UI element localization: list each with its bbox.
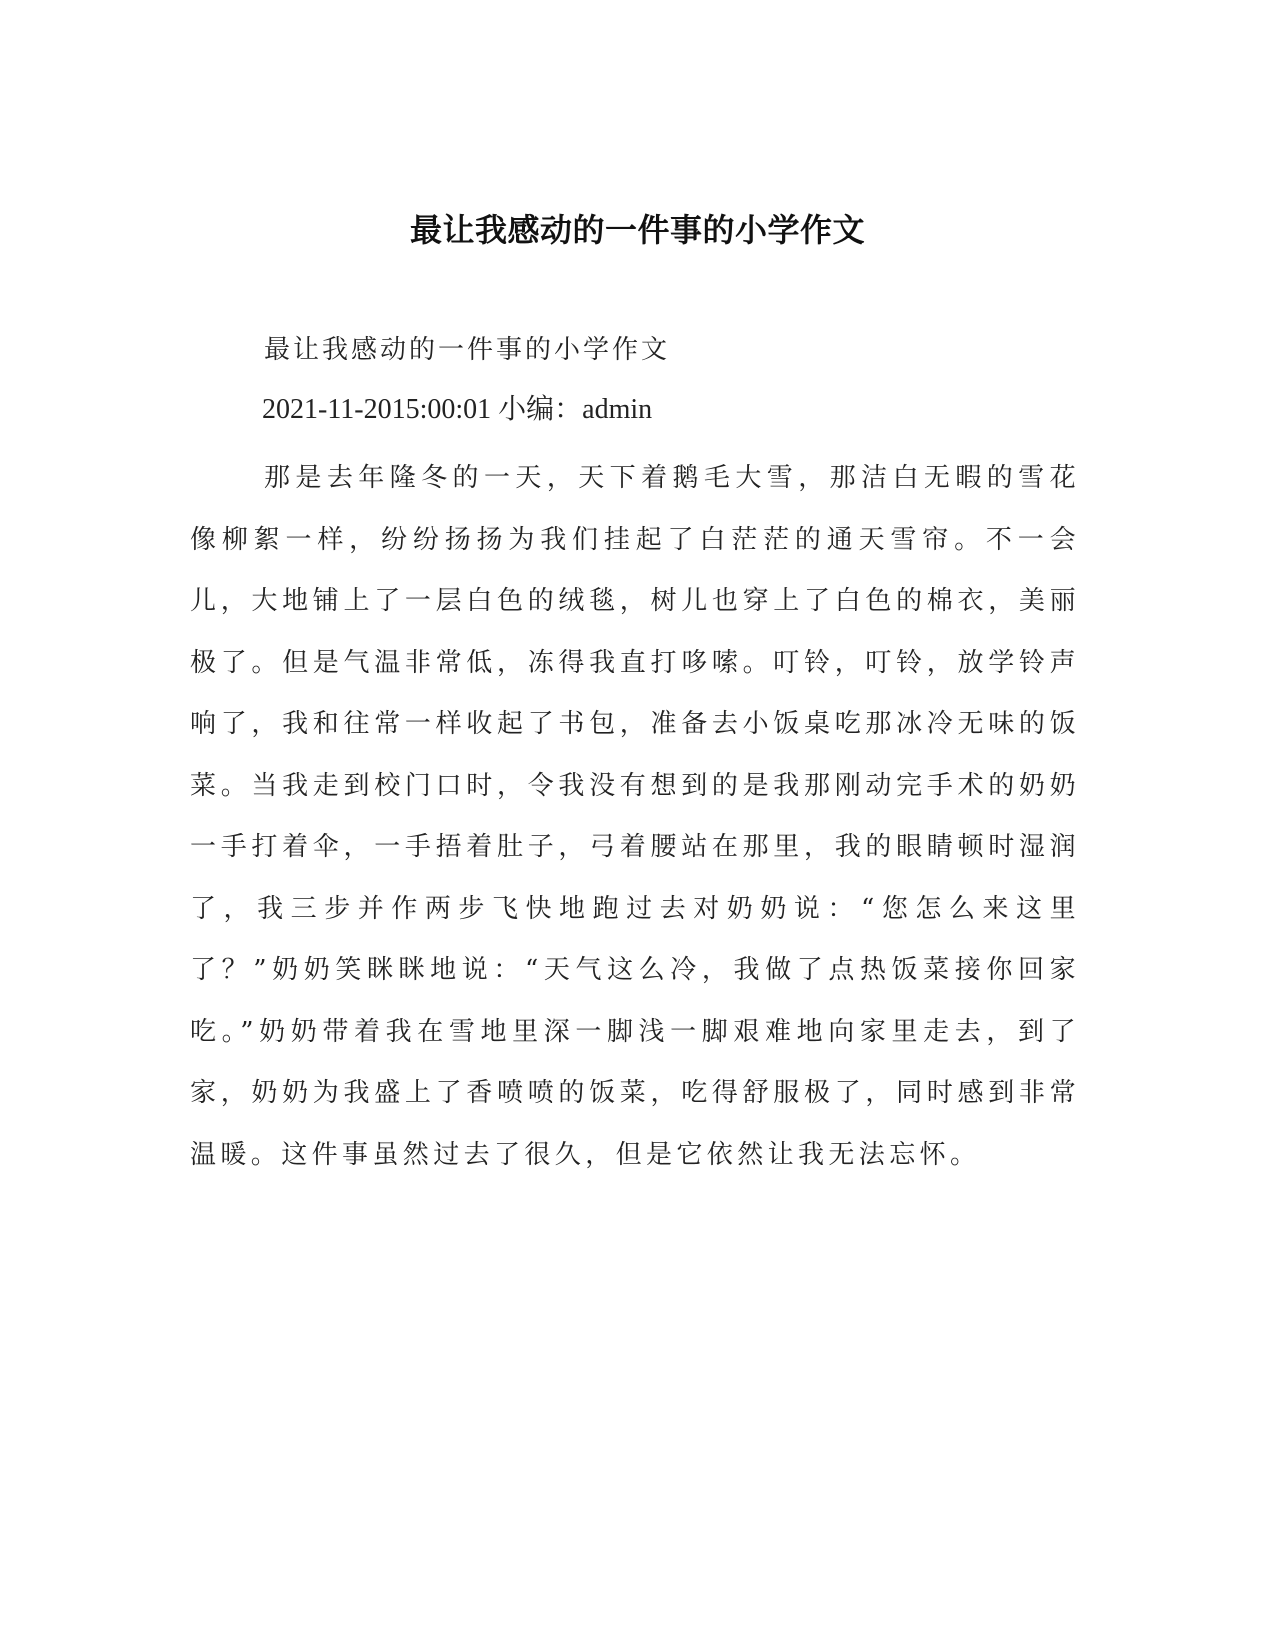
document-paragraph: 那是去年隆冬的一天，天下着鹅毛大雪，那洁白无暇的雪花像柳絮一样，纷纷扬扬为我们挂起了白茫茫的通天雪帘。不一会儿，大地铺上了一层白色的绒毯，树儿也穿上了白色的棉衣，美丽极了。但是气温非常低，冻得我直打哆嗦。叮铃，叮铃，放学铃声响了，我和往常一样收起了书包，准备去小饭桌吃那冰冷无味的饭菜。当我走到校门口时，令我没有想到的是我那刚动完手术的奶奶一手打着伞，一手捂着肚子，弓着腰站在那里，我的眼睛顿时湿润了，我三步并作两步飞快地跑过去对奶奶说：“您怎么来这里了？”奶奶笑眯眯地说：“天气这么冷，我做了点热饭菜接你回家吃。”奶奶带着我在雪地里深一脚浅一脚艰难地向家里走去，到了家，奶奶为我盛上了香喷喷的饭菜，吃得舒服极了，同时感到非常温暖。这件事虽然过去了很久，但是它依然让我无法忘怀。 xyxy=(190,463,1080,1170)
document-subtitle: 最让我感动的一件事的小学作文 xyxy=(264,335,671,365)
document-title: 最让我感动的一件事的小学作文 xyxy=(409,211,865,249)
document-body xyxy=(190,330,1080,1212)
document-meta: 2021-11-2015:00:01 小编：admin xyxy=(262,394,653,425)
